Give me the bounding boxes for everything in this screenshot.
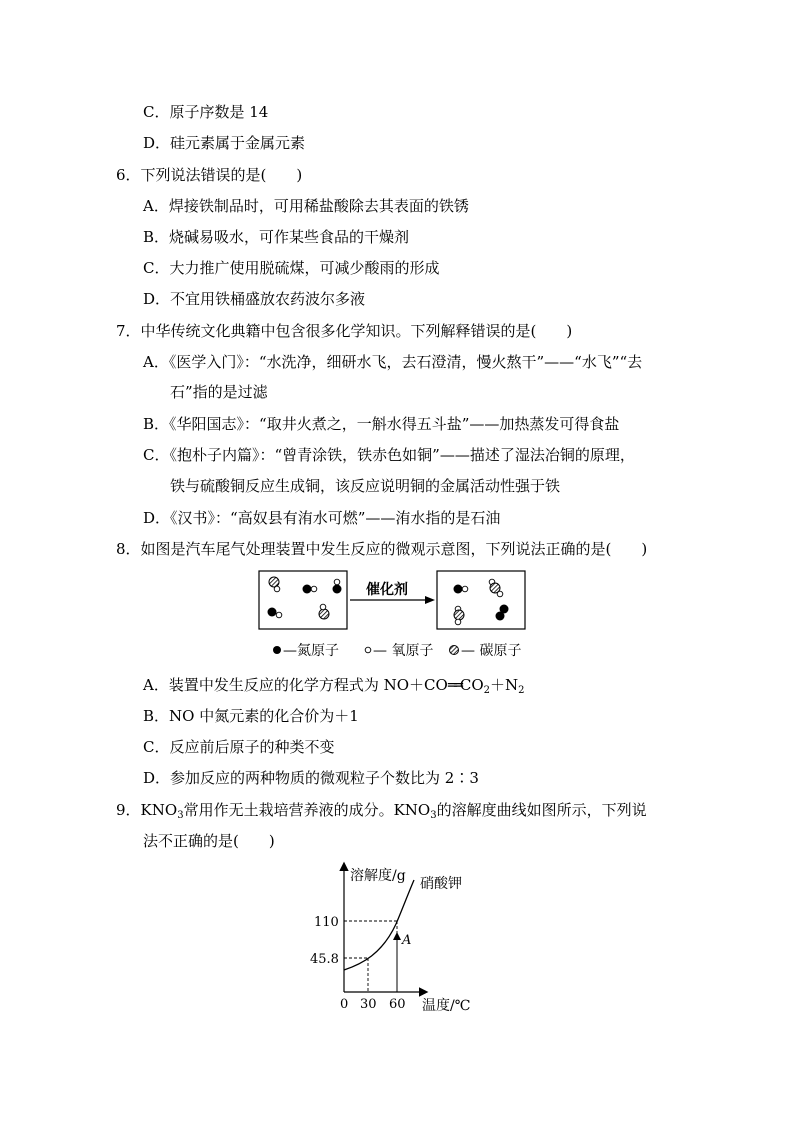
y-tick-45-8: 45.8 xyxy=(310,952,339,967)
legend-oxygen: — 氧原子 xyxy=(373,643,434,659)
q9-stem-part: 常用作无土栽培营养液的成分。KNO xyxy=(183,801,431,819)
q7-option-a-line1: A．《医学入门》：“水洗净，细研水飞，去石澄清，慢火熬干”——“水飞”“去 xyxy=(143,353,643,371)
co2-molecule xyxy=(489,579,503,597)
q8-stem: 8．如图是汽车尾气处理装置中发生反应的微观示意图，下列说法正确的是( ) xyxy=(116,540,648,558)
q5-option-c: C．原子序数是 14 xyxy=(143,103,269,121)
q9-stem-line1 xyxy=(116,800,647,820)
catalyst-label: 催化剂 xyxy=(366,582,408,598)
x-tick-30: 30 xyxy=(360,997,377,1012)
q7-option-d: D．《汉书》：“高奴县有洧水可燃”——洧水指的是石油 xyxy=(143,509,501,527)
co-molecule xyxy=(319,604,329,619)
q6-option-a: A．焊接铁制品时，可用稀盐酸除去其表面的铁锈 xyxy=(143,197,469,215)
carbon-legend-icon xyxy=(450,646,459,655)
legend-carbon: — 碳原子 xyxy=(461,643,522,659)
co2-molecule xyxy=(454,606,464,625)
q6-option-b: B．烧碱易吸水，可作某些食品的干燥剂 xyxy=(143,228,410,246)
q8-option-a xyxy=(143,675,525,695)
q8-option-b: B．NO 中氮元素的化合价为＋1 xyxy=(143,707,359,725)
q8-option-c: C．反应前后原子的种类不变 xyxy=(143,738,335,756)
point-a-label: A xyxy=(402,933,412,948)
q9-stem-part: 的溶解度曲线如图所示，下列说 xyxy=(436,801,647,819)
y-tick-110: 110 xyxy=(314,915,339,930)
no-molecule xyxy=(303,585,317,594)
subscript: 3 xyxy=(430,810,437,821)
oxygen-legend-icon xyxy=(365,647,371,653)
y-axis-label: 溶解度/g xyxy=(350,868,406,884)
no-molecule xyxy=(454,585,468,594)
product-box xyxy=(437,571,525,629)
q6-option-c: C．大力推广使用脱硫煤，可减少酸雨的形成 xyxy=(143,259,440,277)
q6-option-d: D．不宜用铁桶盛放农药波尔多液 xyxy=(143,290,366,308)
equals-sign: ══ xyxy=(447,676,460,694)
co2-formula: CO xyxy=(459,676,484,694)
subscript: 2 xyxy=(483,685,491,696)
q6-stem: 6．下列说法错误的是( ) xyxy=(116,166,303,184)
legend-nitrogen: —氮原子 xyxy=(283,643,339,659)
n2-molecule xyxy=(496,605,509,621)
subscript: 2 xyxy=(518,685,525,696)
kno3-curve xyxy=(344,880,414,970)
q9-stem-line2: 法不正确的是( ) xyxy=(143,832,275,850)
q8-option-d: D．参加反应的两种物质的微观粒子个数比为 2∶3 xyxy=(143,769,479,787)
q7-option-c-line1: C．《抱朴子内篇》：“曾青涂铁，铁赤色如铜”——描述了湿法冶铜的原理， xyxy=(143,446,635,464)
no-molecule xyxy=(268,608,282,618)
plus-n: ＋N xyxy=(490,676,519,694)
q7-stem: 7．中华传统文化典籍中包含很多化学知识。下列解释错误的是( ) xyxy=(116,322,573,340)
nitrogen-legend-icon xyxy=(273,646,281,654)
subscript: 3 xyxy=(177,810,184,821)
q8-option-a-text: A．装置中发生反应的化学方程式为 NO＋CO xyxy=(143,676,448,694)
solubility-graph xyxy=(300,858,500,1018)
q7-option-c-line2: 铁与硫酸铜反应生成铜，该反应说明铜的金属活动性强于铁 xyxy=(170,477,561,495)
x-tick-0: 0 xyxy=(340,997,349,1012)
q9-stem-part: 9．KNO xyxy=(116,801,178,819)
no-molecule xyxy=(333,579,342,593)
co-molecule xyxy=(269,577,280,592)
q7-option-a-line2: 石”指的是过滤 xyxy=(170,383,268,401)
q5-option-d: D．硅元素属于金属元素 xyxy=(143,134,306,152)
q7-option-b: B．《华阳国志》：“取井火煮之，一斛水得五斗盐”——加热蒸发可得食盐 xyxy=(143,415,620,433)
x-axis-label: 温度/℃ xyxy=(422,998,471,1014)
reaction-micro-diagram xyxy=(255,568,535,668)
curve-label: 硝酸钾 xyxy=(420,876,462,892)
x-tick-60: 60 xyxy=(389,997,406,1012)
